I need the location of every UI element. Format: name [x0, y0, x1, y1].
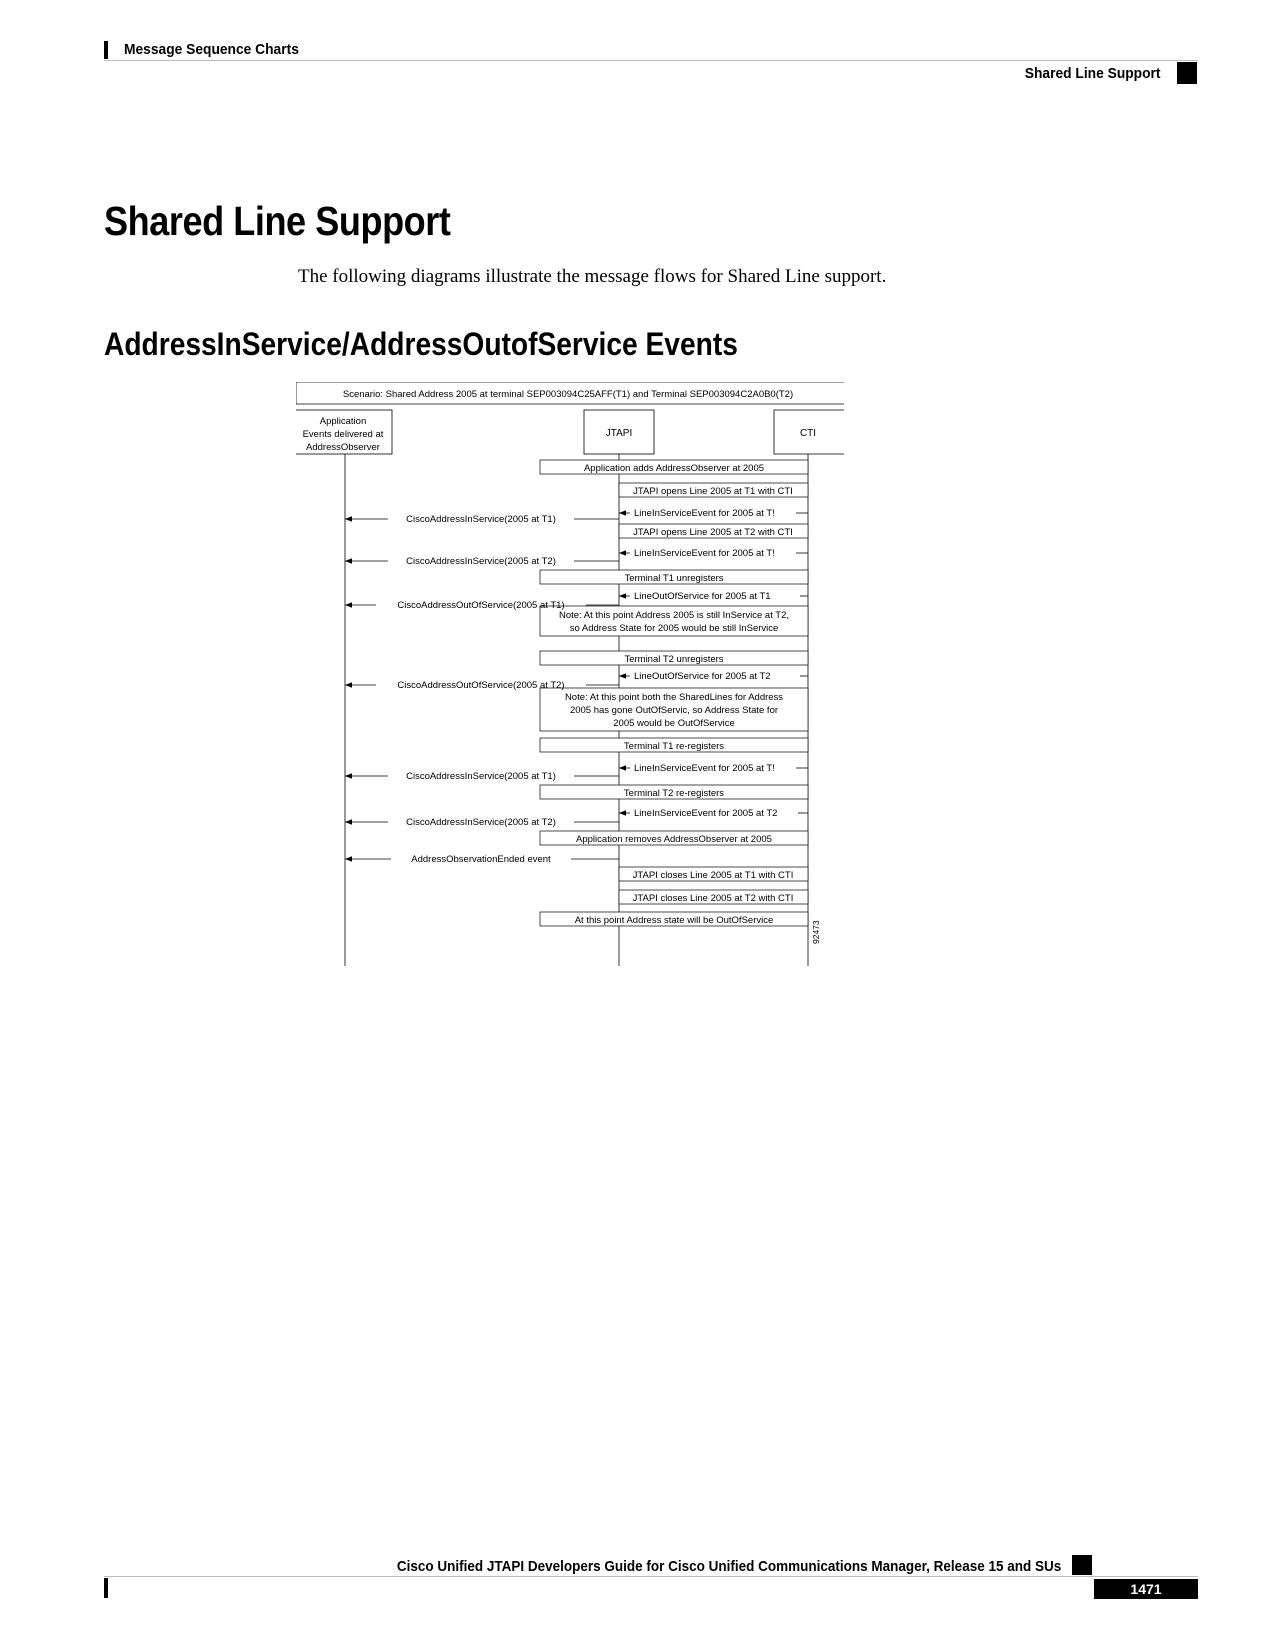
note-text: so Address State for 2005 would be still InService [569, 623, 779, 634]
footer-box [1072, 1555, 1092, 1575]
app-event-label: AddressObservationEnded event [411, 854, 551, 865]
cti-event-arrow [619, 763, 808, 774]
cti-event-arrow [619, 548, 808, 559]
cti-event-arrow [619, 508, 808, 519]
step-text: JTAPI closes Line 2005 at T2 with CTI [632, 893, 794, 904]
figure-id: 92473 [811, 920, 821, 944]
app-label-2: Events delivered at [302, 429, 384, 440]
page-number: 1471 [1094, 1579, 1198, 1599]
app-event-label: CiscoAddressOutOfService(2005 at T2) [397, 680, 565, 691]
app-event-arrow [345, 771, 619, 782]
cti-label: CTI [799, 428, 817, 439]
cti-event-arrow [619, 808, 808, 819]
header-right-box [1177, 62, 1197, 84]
cti-event-arrow [619, 671, 808, 682]
note-text: 2005 has gone OutOfServic, so Address State for [569, 705, 779, 716]
app-event-label: CiscoAddressInService(2005 at T1) [406, 514, 556, 525]
cti-event-label: LineInServiceEvent for 2005 at T! [634, 548, 775, 559]
step-text: Application removes AddressObserver at 2005 [576, 834, 772, 845]
sequence-diagram [296, 382, 856, 966]
step-text: Application adds AddressObserver at 2005 [583, 463, 765, 474]
header-section: Shared Line Support [1025, 65, 1161, 82]
scenario-text: Scenario: Shared Address 2005 at terminal SEP003094C25AFF(T1) and Terminal SEP003094C2A0B0(T2) [342, 389, 794, 400]
app-event-arrow [345, 817, 619, 828]
section-heading: AddressInService/AddressOutofService Events [104, 326, 738, 362]
step-text: Terminal T2 re-registers [623, 788, 725, 799]
intro-paragraph: The following diagrams illustrate the message flows for Shared Line support. [298, 266, 887, 287]
footer-rule [104, 1576, 1198, 1577]
footer-guide-title: Cisco Unified JTAPI Developers Guide for Cisco Unified Communications Manager, Release 15 and SUs [396, 1558, 1061, 1575]
cti-event-label: LineOutOfService for 2005 at T1 [634, 591, 771, 602]
jtapi-label: JTAPI [605, 428, 633, 439]
step-text: At this point Address state will be OutOfService [574, 915, 774, 926]
app-event-label: CiscoAddressInService(2005 at T2) [406, 556, 556, 567]
cti-event-label: LineInServiceEvent for 2005 at T! [634, 508, 775, 519]
footer-left-bar [104, 1578, 108, 1598]
app-event-arrow [345, 854, 619, 865]
header-rule [104, 60, 1198, 61]
app-event-arrow [345, 514, 619, 525]
cti-event-label: LineInServiceEvent for 2005 at T! [634, 763, 775, 774]
step-text: Terminal T2 unregisters [624, 654, 724, 665]
page-title: Shared Line Support [104, 198, 451, 244]
cti-event-label: LineOutOfService for 2005 at T2 [634, 671, 771, 682]
app-event-label: CiscoAddressInService(2005 at T2) [406, 817, 556, 828]
note-text: 2005 would be OutOfService [613, 718, 735, 729]
step-text: JTAPI opens Line 2005 at T1 with CTI [633, 486, 793, 497]
app-event-arrow [345, 556, 619, 567]
step-text: JTAPI closes Line 2005 at T1 with CTI [632, 870, 794, 881]
app-label-3: AddressObserver [306, 442, 380, 453]
note-text: Note: At this point Address 2005 is still InService at T2, [558, 610, 790, 621]
cti-event-arrow [619, 591, 808, 602]
app-event-label: CiscoAddressOutOfService(2005 at T1) [397, 600, 565, 611]
app-label-1: Application [319, 416, 367, 427]
note-text: Note: At this point both the SharedLines for Address [564, 692, 784, 703]
step-text: Terminal T1 unregisters [624, 573, 724, 584]
app-event-label: CiscoAddressInService(2005 at T1) [406, 771, 556, 782]
cti-event-label: LineInServiceEvent for 2005 at T2 [634, 808, 778, 819]
step-text: JTAPI opens Line 2005 at T2 with CTI [633, 527, 793, 538]
step-text: Terminal T1 re-registers [623, 741, 725, 752]
header-left-bar [104, 41, 108, 59]
header-chapter: Message Sequence Charts [124, 41, 299, 58]
